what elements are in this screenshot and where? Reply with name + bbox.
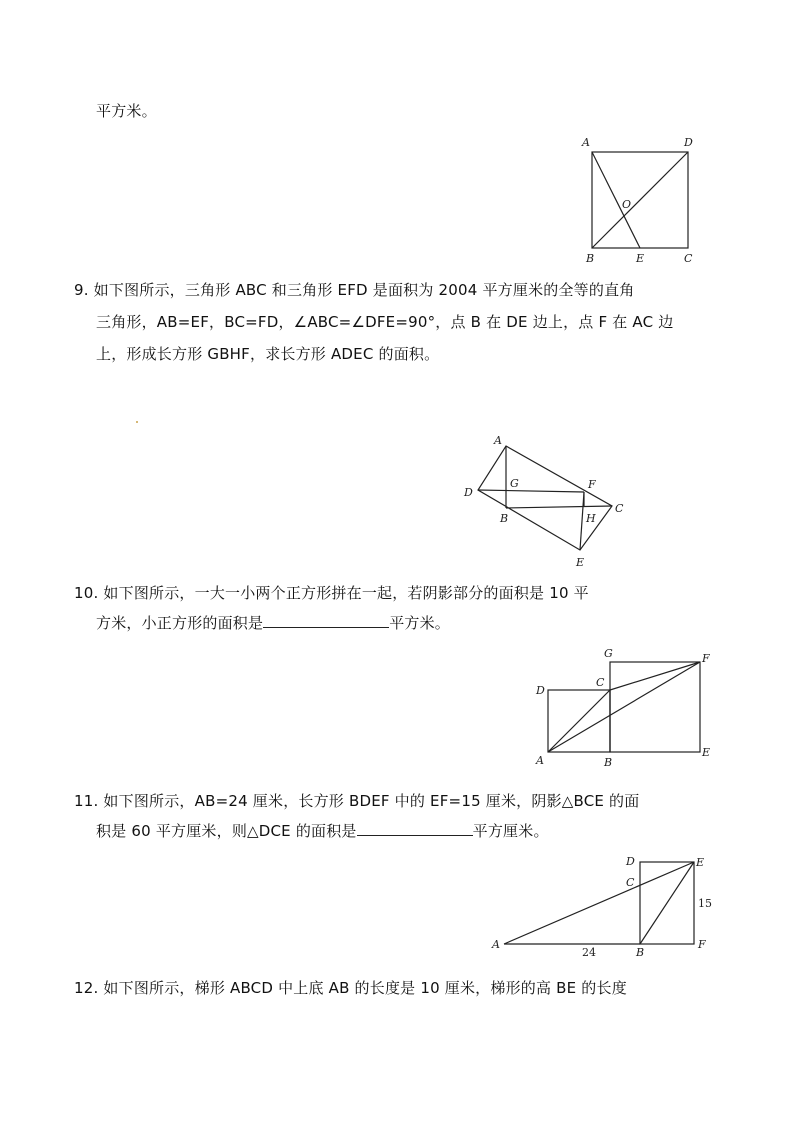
question-10-text-b: 平方米。	[389, 614, 451, 632]
length-ab: 24	[582, 946, 596, 959]
label-e: E	[702, 746, 711, 759]
figure-square-diagonals	[580, 134, 705, 266]
question-11-text-a: 积是 60 平方厘米，则△DCE 的面积是	[96, 822, 357, 840]
label-c: C	[626, 876, 635, 889]
question-11-line-1: 11. 如下图所示，AB=24 厘米，长方形 BDEF 中的 EF=15 厘米，阴影△BCE 的面	[74, 792, 640, 810]
question-11-text-b: 平方厘米。	[472, 822, 549, 840]
stray-dot	[136, 421, 138, 423]
segment-af	[548, 662, 700, 752]
diagonal-bd	[592, 152, 688, 248]
label-d: D	[536, 684, 545, 697]
segment-bc	[506, 506, 612, 508]
label-d: D	[626, 855, 635, 868]
question-10-line-2	[96, 612, 450, 633]
label-e: E	[576, 556, 585, 569]
label-b: B	[604, 756, 613, 769]
label-c: C	[596, 676, 605, 689]
label-c: C	[684, 252, 693, 265]
question-10-text-a: 方米，小正方形的面积是	[96, 614, 264, 632]
answer-blank-10[interactable]	[263, 613, 389, 628]
segment-fe	[580, 492, 584, 550]
label-b: B	[586, 252, 595, 265]
label-g: G	[604, 647, 613, 660]
figure-two-squares	[530, 644, 720, 768]
label-c: C	[615, 502, 624, 515]
label-o: O	[622, 198, 632, 211]
segment-cf	[610, 662, 700, 690]
question-11-line-2	[96, 820, 549, 841]
label-d: D	[464, 486, 473, 499]
label-g: G	[510, 477, 519, 490]
segment-df	[478, 490, 584, 492]
question-9-line-1: 9. 如下图所示，三角形 ABC 和三角形 EFD 是面积为 2004 平方厘米的全等的直角	[74, 281, 635, 299]
question-9-line-2: 三角形，AB=EF，BC=FD，∠ABC=∠DFE=90°，点 B 在 DE 边上，点 F 在 AC 边	[96, 313, 674, 331]
label-a: A	[494, 434, 502, 447]
label-a: A	[492, 938, 500, 951]
label-f: F	[698, 938, 706, 951]
figure-rectangle-bdef	[488, 852, 718, 959]
label-h: H	[586, 512, 596, 525]
rectangle-adec	[478, 446, 612, 550]
question-12-line-1: 12. 如下图所示，梯形 ABCD 中上底 AB 的长度是 10 厘米，梯形的高 BE 的长度	[74, 979, 627, 997]
length-ef: 15	[698, 897, 712, 910]
segment-ae	[592, 152, 640, 248]
label-a: A	[536, 754, 544, 767]
label-f: F	[588, 478, 596, 491]
label-b: B	[500, 512, 509, 525]
label-a: A	[582, 136, 590, 149]
label-e: E	[696, 856, 705, 869]
label-f: F	[702, 652, 710, 665]
question-9-line-3: 上，形成长方形 GBHF，求长方形 ADEC 的面积。	[96, 345, 440, 363]
label-b: B	[636, 946, 645, 959]
figure-rectangle-adec	[460, 432, 630, 572]
segment-ae	[504, 862, 694, 944]
question-10-line-1: 10. 如下图所示，一大一小两个正方形拼在一起，若阴影部分的面积是 10 平	[74, 584, 589, 602]
answer-blank-11[interactable]	[357, 821, 473, 836]
text-line-continuation: 平方米。	[96, 102, 157, 120]
label-e: E	[636, 252, 645, 265]
label-d: D	[684, 136, 693, 149]
